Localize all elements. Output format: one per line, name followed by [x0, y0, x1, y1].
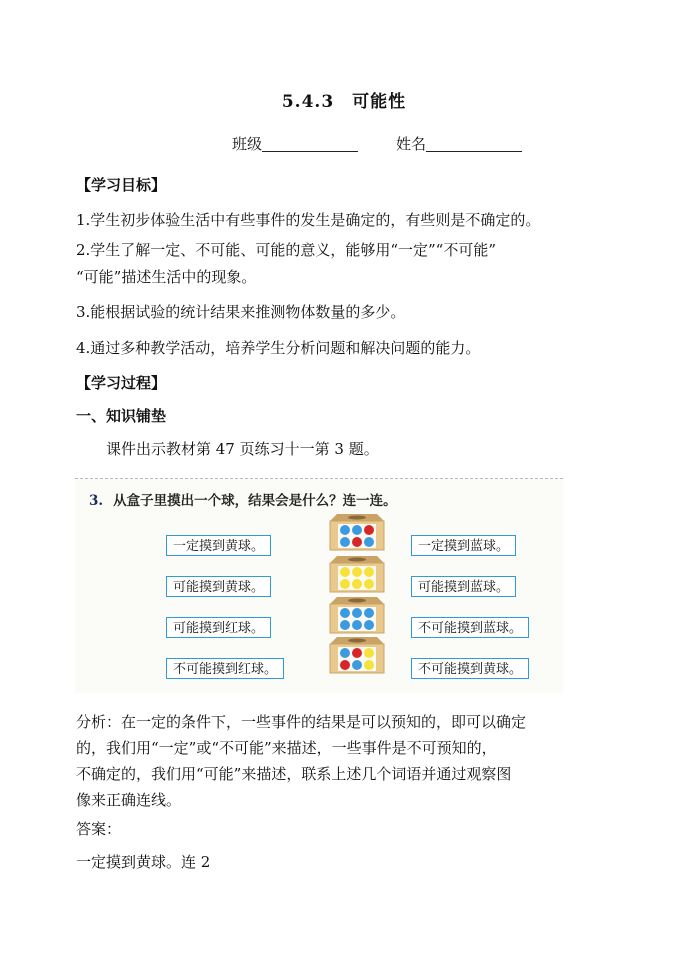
goal-1: 1.学生初步体验生活中有些事件的发生是确定的，有些则是不确定的。: [76, 211, 541, 229]
red-ball: [352, 537, 362, 547]
goal-4: 4.通过多种教学活动，培养学生分析问题和解决问题的能力。: [76, 339, 481, 357]
yellow-ball: [340, 567, 350, 577]
left-option-2: 可能摸到黄球。: [166, 576, 271, 597]
answer-label: 答案：: [76, 820, 122, 838]
right-option-1: 一定摸到蓝球。: [411, 535, 516, 556]
section-process-heading: 【学习过程】: [76, 374, 167, 392]
box-hole: [348, 516, 366, 520]
blue-ball: [364, 537, 374, 547]
right-option-2: 可能摸到蓝球。: [411, 576, 516, 597]
left-option-1: 一定摸到黄球。: [166, 535, 271, 556]
red-ball: [340, 660, 350, 670]
intro-text: 课件出示教材第 47 页练习十一第 3 题。: [106, 440, 379, 458]
analysis-line-4: 像来正确连线。: [76, 791, 182, 809]
blue-ball: [352, 620, 362, 630]
blue-ball: [352, 660, 362, 670]
blue-ball: [340, 525, 350, 535]
goal-2-line-2: “可能”描述生活中的现象。: [76, 268, 257, 286]
ball-box-4: [327, 636, 387, 674]
left-option-4: 不可能摸到红球。: [166, 658, 284, 679]
name-label: 姓名: [396, 135, 427, 153]
sub-heading: 一、知识铺垫: [76, 407, 167, 425]
analysis-line-1: 分析：在一定的条件下，一些事件的结果是可以预知的，即可以确定: [76, 713, 527, 731]
right-option-4: 不可能摸到黄球。: [411, 658, 529, 679]
blue-ball: [364, 620, 374, 630]
blue-ball: [340, 620, 350, 630]
yellow-ball: [364, 579, 374, 589]
blue-ball: [352, 608, 362, 618]
box-hole: [348, 599, 366, 603]
red-ball: [364, 525, 374, 535]
student-info-fields: [232, 133, 560, 154]
ball-box-3: [327, 596, 387, 634]
yellow-ball: [364, 567, 374, 577]
figure-question-text: 从盒子里摸出一个球，结果会是什么？连一连。: [113, 493, 397, 509]
yellow-ball: [352, 567, 362, 577]
ball-box-2: [327, 555, 387, 593]
yellow-ball: [352, 579, 362, 589]
analysis-line-2: 的，我们用“一定”或“不可能”来描述，一些事件是不可预知的，: [76, 739, 497, 757]
figure-number: 3.: [89, 493, 104, 509]
name-blank[interactable]: [426, 135, 522, 152]
section-goals-heading: 【学习目标】: [76, 176, 167, 194]
right-option-3: 不可能摸到蓝球。: [411, 617, 529, 638]
analysis-line-3: 不确定的，我们用“可能”来描述，联系上述几个词语并通过观察图: [76, 765, 512, 783]
page-title: 5.4.3 可能性: [281, 92, 407, 112]
blue-ball: [340, 537, 350, 547]
goal-3: 3.能根据试验的统计结果来推测物体数量的多少。: [76, 303, 406, 321]
box-hole: [348, 558, 366, 562]
box-hole: [348, 639, 366, 643]
yellow-ball: [340, 579, 350, 589]
exercise-figure: [75, 478, 563, 693]
left-option-3: 可能摸到红球。: [166, 617, 271, 638]
class-blank[interactable]: [262, 135, 358, 152]
figure-question: [89, 489, 397, 509]
yellow-ball: [364, 660, 374, 670]
yellow-ball: [364, 648, 374, 658]
goal-2-line-1: 2.学生了解一定、不可能、可能的意义，能够用“一定”“不可能”: [76, 241, 496, 259]
blue-ball: [340, 648, 350, 658]
blue-ball: [352, 525, 362, 535]
red-ball: [352, 648, 362, 658]
answer-line-1: 一定摸到黄球。连 2: [76, 853, 211, 871]
blue-ball: [340, 608, 350, 618]
blue-ball: [364, 608, 374, 618]
ball-box-1: [327, 513, 387, 551]
class-label: 班级: [232, 135, 263, 153]
